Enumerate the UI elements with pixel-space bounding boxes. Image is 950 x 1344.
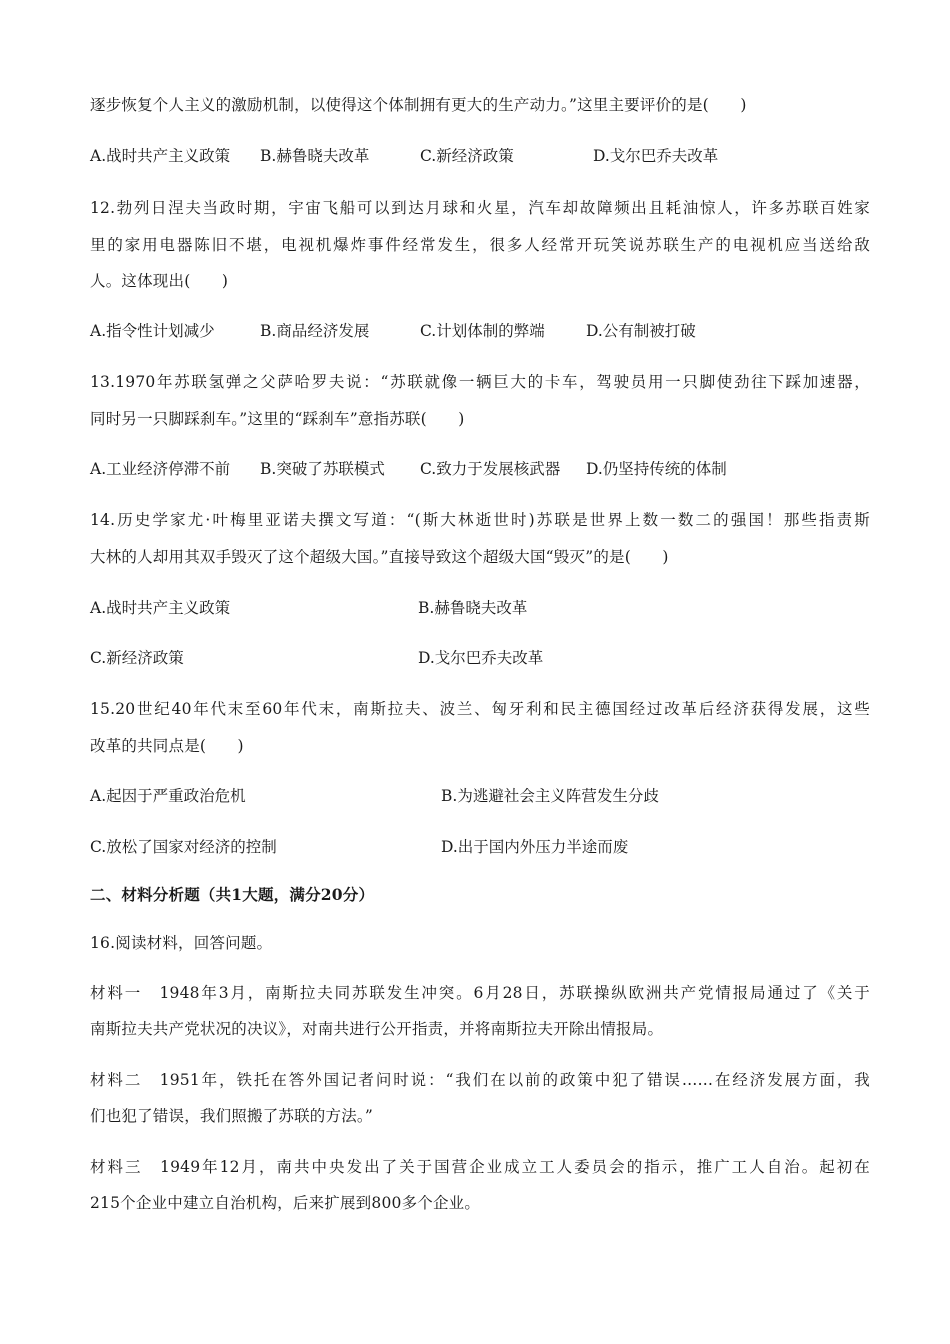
q11-option-a: A.战时共产主义政策 xyxy=(90,147,231,165)
q12-stem-line-3: 人。这体现出( ) xyxy=(90,272,229,290)
q16-material-1-line-1: 材料一 1948年3月，南斯拉夫同苏联发生冲突。6月28日，苏联操纵欧洲共产党情报局通过了《关于 xyxy=(90,984,870,1002)
q13-option-b: B.突破了苏联模式 xyxy=(260,460,385,478)
q15-option-a: A.起因于严重政治危机 xyxy=(90,787,246,805)
q16-material-3-line-2: 215个企业中建立自治机构，后来扩展到800多个企业。 xyxy=(90,1194,481,1212)
q15-option-d: D.出于国内外压力半途而废 xyxy=(441,838,629,856)
q15-stem-line-1: 15.20世纪40年代末至60年代末，南斯拉夫、波兰、匈牙利和民主德国经过改革后经济获得发展，这些 xyxy=(90,700,870,718)
q13-option-d: D.仍坚持传统的体制 xyxy=(586,460,727,478)
q13-option-a: A.工业经济停滞不前 xyxy=(90,460,231,478)
q14-option-c: C.新经济政策 xyxy=(90,649,184,667)
q11-stem-tail: 逐步恢复个人主义的激励机制，以使得这个体制拥有更大的生产动力。”这里主要评价的是( ) xyxy=(90,96,747,114)
q16-material-1-line-2: 南斯拉夫共产党状况的决议》，对南共进行公开指责，并将南斯拉夫开除出情报局。 xyxy=(90,1020,664,1038)
q11-option-d: D.戈尔巴乔夫改革 xyxy=(593,147,719,165)
q12-stem-line-2: 里的家用电器陈旧不堪，电视机爆炸事件经常发生，很多人经常开玩笑说苏联生产的电视机应当送给敌 xyxy=(90,236,870,254)
q16-material-2-line-2: 们也犯了错误，我们照搬了苏联的方法。” xyxy=(90,1107,373,1125)
q16-intro: 16.阅读材料，回答问题。 xyxy=(90,934,273,952)
q12-option-a: A.指令性计划减少 xyxy=(90,322,215,340)
q11-option-b: B.赫鲁晓夫改革 xyxy=(260,147,370,165)
q16-material-3-line-1: 材料三 1949年12月，南共中央发出了关于国营企业成立工人委员会的指示，推广工人自治。起初在 xyxy=(90,1158,870,1176)
q15-option-b: B.为逃避社会主义阵营发生分歧 xyxy=(441,787,659,805)
q14-option-a: A.战时共产主义政策 xyxy=(90,599,231,617)
q15-option-c: C.放松了国家对经济的控制 xyxy=(90,838,277,856)
q13-stem-line-2: 同时另一只脚踩刹车。”这里的“踩刹车”意指苏联( ) xyxy=(90,410,465,428)
q14-stem-line-2: 大林的人却用其双手毁灭了这个超级大国。”直接导致这个超级大国“毁灭”的是( ) xyxy=(90,548,669,566)
q15-stem-line-2: 改革的共同点是( ) xyxy=(90,737,244,755)
q13-stem-line-1: 13.1970年苏联氢弹之父萨哈罗夫说：“苏联就像一辆巨大的卡车，驾驶员用一只脚使劲往下踩加速器， xyxy=(90,373,870,391)
section-2-heading: 二、材料分析题（共1大题，满分20分） xyxy=(90,885,375,904)
q12-option-c: C.计划体制的弊端 xyxy=(420,322,545,340)
q14-option-d: D.戈尔巴乔夫改革 xyxy=(418,649,544,667)
q14-option-b: B.赫鲁晓夫改革 xyxy=(418,599,528,617)
q11-option-c: C.新经济政策 xyxy=(420,147,514,165)
q16-material-2-line-1: 材料二 1951年，铁托在答外国记者问时说：“我们在以前的政策中犯了错误……在经济发展方面，我 xyxy=(90,1071,870,1089)
q12-option-b: B.商品经济发展 xyxy=(260,322,370,340)
q12-option-d: D.公有制被打破 xyxy=(586,322,696,340)
q13-option-c: C.致力于发展核武器 xyxy=(420,460,561,478)
q12-stem-line-1: 12.勃列日涅夫当政时期，宇宙飞船可以到达月球和火星，汽车却故障频出且耗油惊人，许多苏联百姓家 xyxy=(90,199,870,217)
q14-stem-line-1: 14.历史学家尤·叶梅里亚诺夫撰文写道：“(斯大林逝世时)苏联是世界上数一数二的强国！那些指责斯 xyxy=(90,511,870,529)
